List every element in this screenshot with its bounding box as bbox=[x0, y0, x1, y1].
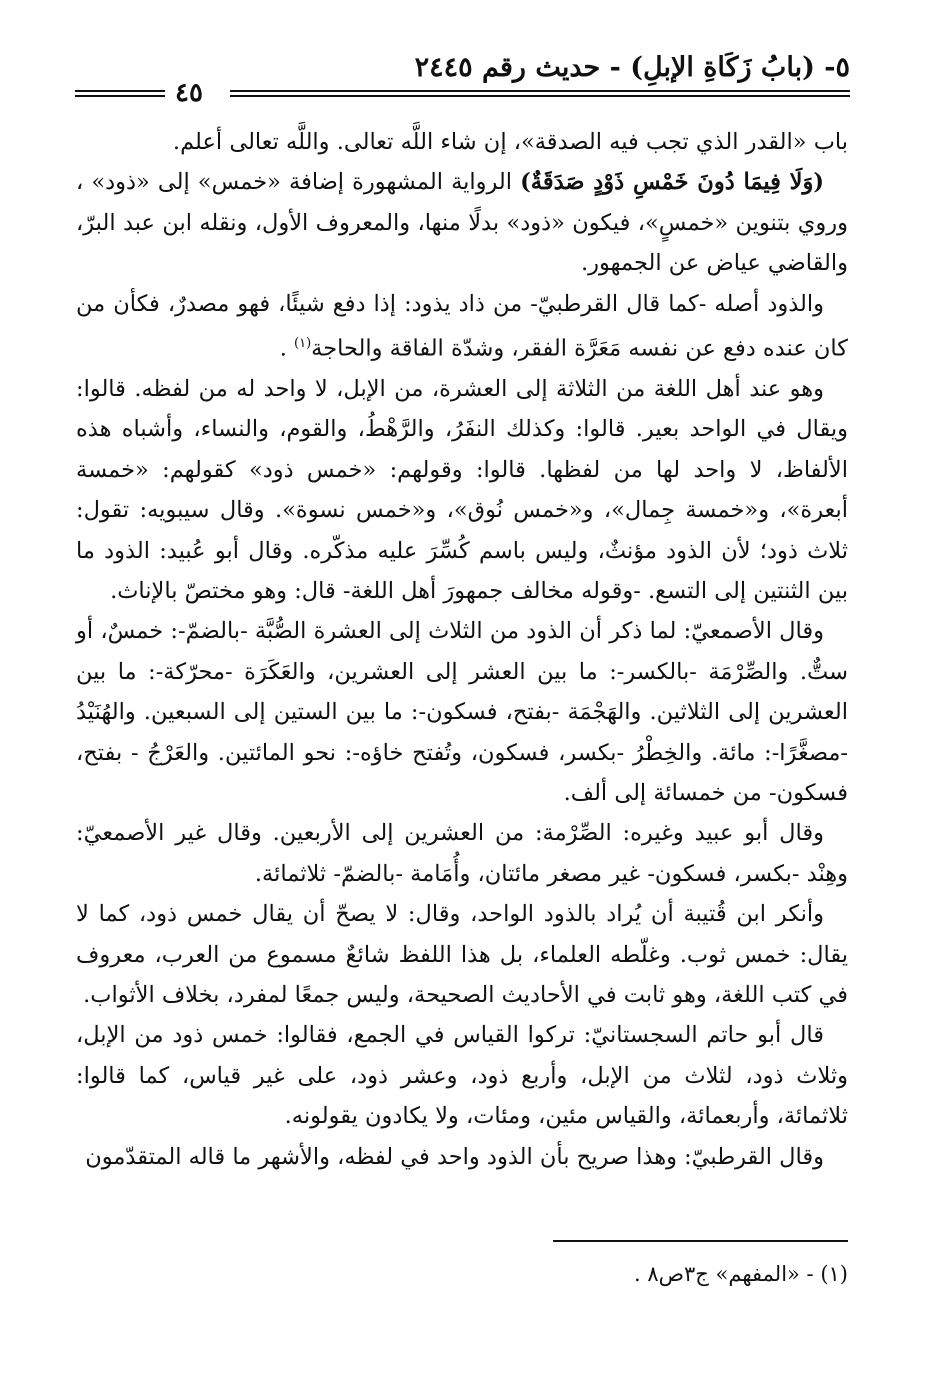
footnote-separator bbox=[553, 1240, 848, 1242]
main-text bbox=[76, 122, 848, 1177]
paragraph: والذود أصله -كما قال القرطبيّ- من ذاد يذود: إذا دفع شيئًا، فهو مصدرٌ، فكأن من كان عنده دفع عن نفسه مَعَرَّة الفقر، وشدّة الفاقة والحاجة$^{(١)}$ . bbox=[76, 290, 848, 362]
hadith-quote: (وَلَا فِيمَا دُونَ خَمْسِ ذَوْدٍ صَدَقَةٌ) bbox=[520, 169, 824, 196]
paragraph: قال أبو حاتم السجستانيّ: تركوا القياس في الجمع، فقالوا: خمس ذود من الإبل، وثلاث ذود، لثلاث من الإبل، وأربع ذود، وعشر ذود، على غير قياس، كما قالوا: ثلاثمائة، وأربعمائة، والقياس مئين، ومئات، ولا يكادون يقولونه. bbox=[76, 1022, 848, 1130]
paragraph: (وَلَا فِيمَا دُونَ خَمْسِ ذَوْدٍ صَدَقَةٌ) الرواية المشهورة إضافة «خمس» إلى «ذود» ، وروي بتنوين «خمسٍ»، فيكون «ذود» بدلًا منها، والمعروف الأول، ونقله ابن عبد البرّ، والقاضي عياض عن الجمهور. bbox=[76, 169, 848, 277]
paragraph: وقال أبو عبيد وغيره: الصِّرْمة: من العشرين إلى الأربعين. وقال غير الأصمعيّ: وهِنْد -بكسر، فسكون- غير مصغر مائتان، وأُمَامة -بالضمّ- ثلاثمائة. bbox=[76, 820, 848, 887]
footnote-marker: (١) bbox=[294, 336, 312, 352]
page-header bbox=[75, 48, 850, 108]
page-header-title: ٥- (بابُ زَكَاةِ الإبلِ) - حديث رقم ٢٤٤٥ bbox=[414, 52, 850, 83]
page-number: ٤٥ bbox=[175, 78, 203, 108]
header-rule-left bbox=[75, 90, 165, 97]
paragraph: وأنكر ابن قُتيبة أن يُراد بالذود الواحد، وقال: لا يصحّ أن يقال خمس ذود، كما لا يقال: خمس ثوب. وغلّطه العلماء، بل هذا اللفظ شائعٌ مسموع من العرب، معروف في كتب اللغة، وهو ثابت في الأحاديث الصحيحة، وليس جمعًا لمفرد، بخلاف الأثواب. bbox=[76, 901, 848, 1009]
paragraph: وهو عند أهل اللغة من الثلاثة إلى العشرة، من الإبل، لا واحد له من لفظه. قالوا: ويقال في الواحد بعير. قالوا: وكذلك النفَرُ، والرَّهْطُ، والقوم، والنساء، وأشباه هذه الألفاظ، لا واحد لها من لفظها. قالوا: وقولهم: «خمس ذود» كقولهم: «خمسة أبعرة»، و«خمسة جِمال»، و«خمس نُوق»، و«خمس نسوة». وقال سيبويه: تقول: ثلاث ذود؛ لأن الذود مؤنثٌ، وليس باسم كُسِّرَ عليه مذكّره. وقال أبو عُبيد: الذود ما بين الثنتين إلى التسع. -وقوله مخالف جمهورَ أهل اللغة- قال: وهو مختصّ بالإناث. bbox=[76, 375, 848, 604]
header-rule-right bbox=[230, 90, 850, 97]
paragraph: باب «القدر الذي تجب فيه الصدقة»، إن شاء اللَّه تعالى. واللَّه تعالى أعلم. bbox=[172, 129, 848, 155]
footnote: (١) - «المفهم» ج٣ص٨ . bbox=[633, 1262, 848, 1286]
paragraph: وقال الأصمعيّ: لما ذكر أن الذود من الثلاث إلى العشرة الصُّبَّة -بالضمّ-: خمسٌ، أو ستٌّ. والصِّرْمَة -بالكسر-: ما بين العشر إلى العشرين، والعَكَرَة -محرّكة-: ما بين العشرين إلى الثلاثين. والهَجْمَة -بفتح، فسكون-: ما بين الستين إلى السبعين. والهُنَيْدُ -مصغَّرًا-: مائة. والخِطْرُ -بكسر، فسكون، وتُفتح خاؤه-: نحو المائتين. والعَرْجُ - بفتح، فسكون- من خمسائة إلى ألف. bbox=[76, 618, 848, 806]
paragraph: وقال القرطبيّ: وهذا صريح بأن الذود واحد في لفظه، والأشهر ما قاله المتقدّمون bbox=[85, 1143, 824, 1170]
